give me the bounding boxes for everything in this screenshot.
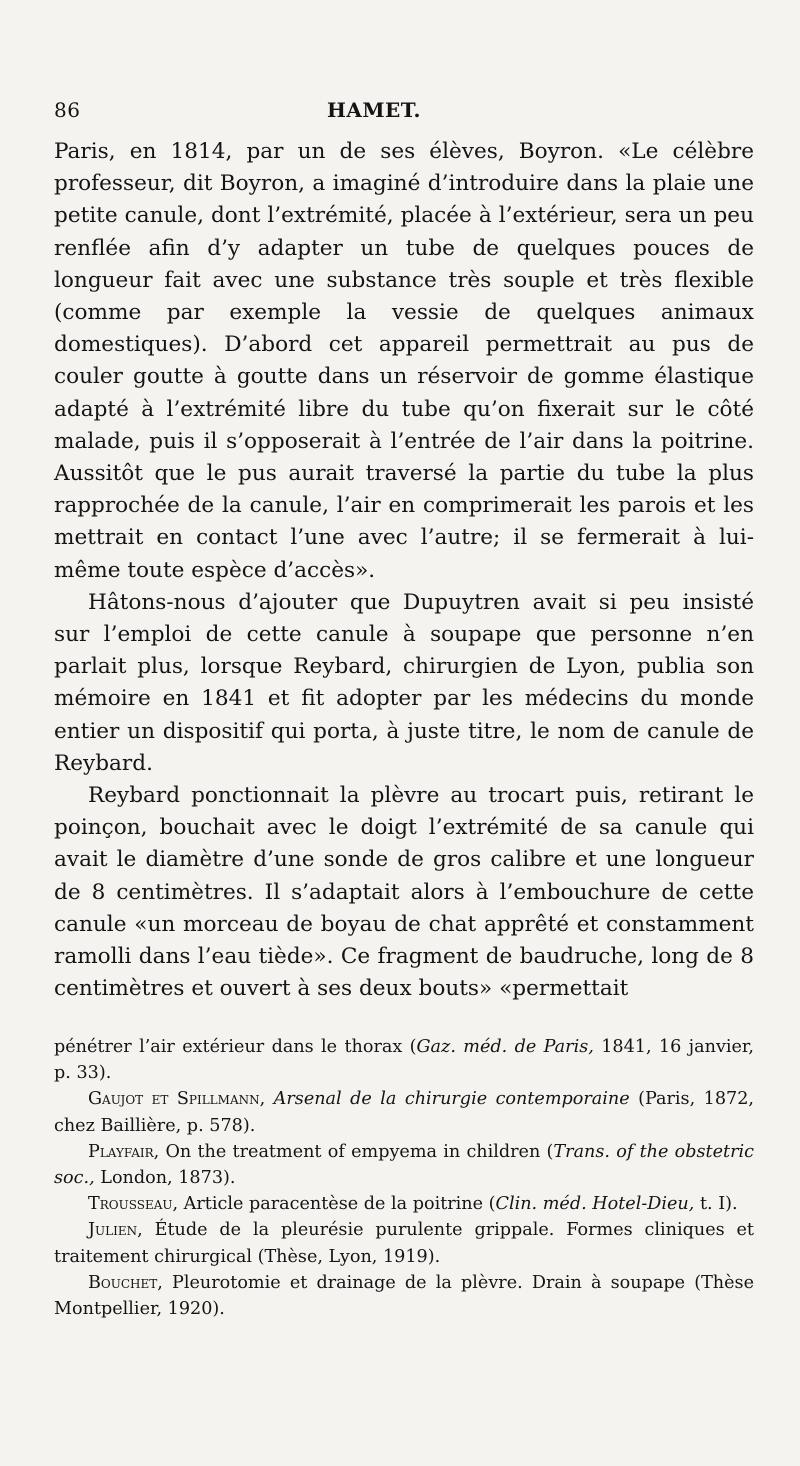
footnote-trousseau: Trousseau, Article paracentèse de la poitrine (Clin. méd. Hotel-Dieu, t. I). <box>88 1194 738 1215</box>
running-title: HAMET. <box>326 98 422 122</box>
footnotes <box>54 1034 754 1322</box>
main-text <box>54 136 754 1005</box>
page-number: 86 <box>54 98 81 122</box>
footnote-author: Bouchet, <box>88 1272 163 1293</box>
footnote-title: Clin. méd. Hotel-Dieu, <box>495 1194 695 1215</box>
footnote-title: Trans. of the obstetric soc., <box>54 1141 755 1189</box>
footnote-bouchet: Bouchet, Pleurotomie et drainage de la plèvre. Drain à soupape (Thèse Montpellier, 1920). <box>54 1272 754 1320</box>
footnote-playfair: Playfair, On the treatment of empyema in children (Trans. of the obstetric soc., London, 1873). <box>54 1141 755 1189</box>
footnote-title: Arsenal de la chirurgie contemporaine <box>273 1089 630 1110</box>
paragraph-2: Hâtons-nous d’ajouter que Dupuytren avait si peu insisté sur l’emploi de cette canule à soupape que personne n’en parlait plus, lorsque Reybard, chirurgien de Lyon, publia son mémoire en 1841 et fit adopter par les médecins du monde entier un dispositif qui porta, à juste titre, le nom de canule de Reybard. <box>54 589 754 776</box>
paragraph-1: Paris, en 1814, par un de ses élèves, Boyron. «Le célèbre professeur, dit Boyron, a imaginé d’introduire dans la plaie une petite canule, dont l’extrémité, placée à l’extérieur, sera un peu renflée afin d’y adapter un tube de quelques pouces de longueur fait avec une substance très souple et très flexible (comme par exemple la vessie de quelques animaux domestiques). D’abord cet appareil permettrait au pus de couler goutte à goutte dans un réservoir de gomme élastique adapté à l’extrémité libre du tube qu’on fixerait sur le côté malade, puis il s’opposerait à l’entrée de l’air dans la poitrine. Aussitôt que le pus aurait traversé la partie du tube la plus rapprochée de la canule, l’air en comprimerait les parois et les mettrait en contact l’une avec l’autre; il se fermerait à lui-même toute espèce d’accès». <box>54 139 754 583</box>
footnote-gaujot: Gaujot et Spillmann, Arsenal de la chirurgie contemporaine (Paris, 1872, chez Baillière, p. 578). <box>54 1089 754 1136</box>
footnote-author: Julien, <box>88 1220 143 1241</box>
footnote-author: Trousseau, <box>88 1194 179 1215</box>
footnote-source: Gaz. méd. de Paris, <box>416 1037 594 1057</box>
footnote-author: Playfair, <box>88 1141 160 1162</box>
footnote-author: Gaujot et Spillmann, <box>88 1089 266 1110</box>
footnote-continuation: pénétrer l’air extérieur dans le thorax (Gaz. méd. de Paris, 1841, 16 janvier, p. 33). <box>54 1037 754 1084</box>
paragraph-3: Reybard ponctionnait la plèvre au trocart puis, retirant le poinçon, bouchait avec le doigt l’extrémité de sa canule qui avait le diamètre d’une sonde de gros calibre et une longueur de 8 centimètres. Il s’adaptait alors à l’embouchure de cette canule «un morceau de boyau de chat apprêté et constamment ramolli dans l’eau tiède». Ce fragment de baudruche, long de 8 centimètres et ouvert à ses deux bouts» «permettait <box>54 783 754 1002</box>
footnote-julien: Julien, Étude de la pleurésie purulente grippale. Formes cliniques et traitement chirurgical (Thèse, Lyon, 1919). <box>54 1220 754 1267</box>
